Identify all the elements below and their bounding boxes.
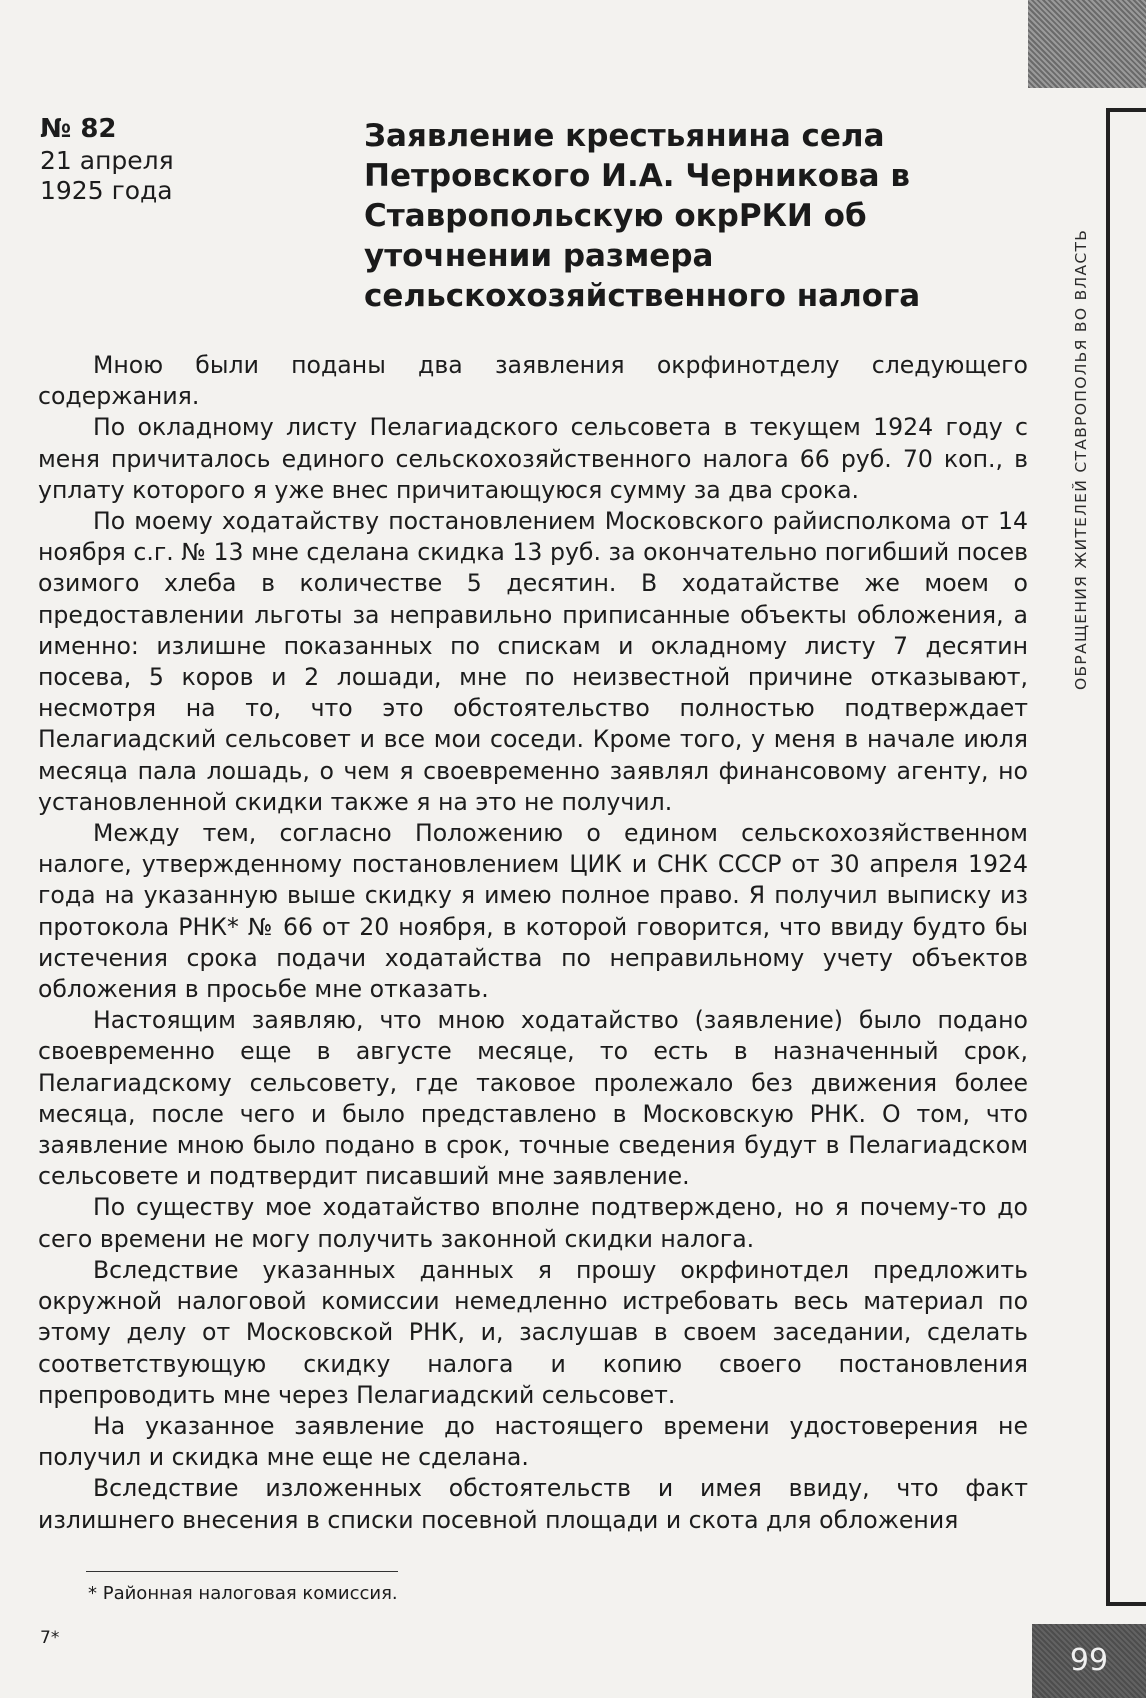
corner-tab-top: [1028, 0, 1146, 88]
document-body: [38, 350, 1028, 1536]
footnote-divider: [86, 1571, 398, 1572]
footnote: * Районная налоговая комиссия.: [88, 1583, 398, 1604]
side-label-text: ОБРАЩЕНИЯ ЖИТЕЛЕЙ СТАВРОПОЛЬЯ ВО ВЛАСТЬ: [1072, 228, 1090, 690]
paragraph: По окладному листу Пелагиадского сельсовета в текущем 1924 году с меня причиталось единого сельскохозяйственного налога 66 руб. 70 коп., в уплату которого я уже внес причитающуюся сумму за два срока.: [38, 413, 1028, 504]
paragraph: Настоящим заявляю, что мною ходатайство (заявление) было подано своевременно еще в августе месяце, то есть в назначенный срок, Пелагиадскому сельсовету, где таковое пролежало без движения более месяца, после чего и было представлено в Московскую РНК. О том, что заявление мною было подано в срок, точные сведения будут в Пелагиадском сельсовете и подтвердит писавший мне заявление.: [38, 1006, 1028, 1191]
signature-mark: 7*: [40, 1628, 60, 1648]
side-frame: [1106, 108, 1146, 1606]
document-number: № 82: [40, 114, 117, 144]
paragraph: Между тем, согласно Положению о едином сельскохозяйственном налоге, утвержденному постановлением ЦИК и СНК СССР от 30 апреля 1924 года на указанную выше скидку я имею полное право. Я получил выписку из протокола РНК* № 66 от 20 ноября, в которой говорится, что ввиду будто бы истечения срока подачи ходатайства по неправильному учету объектов обложения в просьбе мне отказать.: [38, 819, 1028, 1004]
paragraph: На указанное заявление до настоящего времени удостоверения не получил и скидка мне еще не сделана.: [38, 1411, 1028, 1472]
paragraph: Мною были поданы два заявления окрфинотделу следующего содержания.: [38, 351, 1028, 411]
document-date: [40, 146, 240, 206]
paragraph: Вследствие указанных данных я прошу окрфинотдел предложить окружной налоговой комиссии немедленно истребовать весь материал по этому делу от Московской РНК, и, заслушав в своем заседании, сделать соответствующую скидку налога и копию своего постановления препроводить мне через Пелагиадский сельсовет.: [38, 1255, 1028, 1409]
date-line-2: 1925 года: [40, 176, 173, 205]
document-title: Заявление крестьянина села Петровского И.А. Черникова в Ставропольскую окрРКИ об уточнении размера сельскохозяйственного налога: [364, 118, 921, 314]
date-line-1: 21 апреля: [40, 146, 174, 175]
paragraph: По существу мое ходатайство вполне подтверждено, но я почему-то до сего времени не могу получить законной скидки налога.: [38, 1193, 1028, 1253]
paragraph: Вследствие изложенных обстоятельств и имея ввиду, что факт излишнего внесения в списки посевной площади и скота для обложения: [38, 1474, 1028, 1534]
page-number: 99: [1032, 1624, 1146, 1698]
paragraph: По моему ходатайству постановлением Московского райисполкома от 14 ноября с.г. № 13 мне сделана скидка 13 руб. за окончательно погибший посев озимого хлеба в количестве 5 десятин. В ходатайстве же моем о предоставлении льготы за неправильно приписанные объекты обложения, а именно: излишне показанных по спискам и окладному листу 7 десятин посева, 5 коров и 2 лошади, мне по неизвестной причине отказывают, несмотря на то, что это обстоятельство полностью подтверждает Пелагиадский сельсовет и все мои соседи. Кроме того, у меня в начале июля месяца пала лошадь, о чем я своевременно заявлял финансовому агенту, но установленной скидки также я на это не получил.: [38, 507, 1028, 816]
